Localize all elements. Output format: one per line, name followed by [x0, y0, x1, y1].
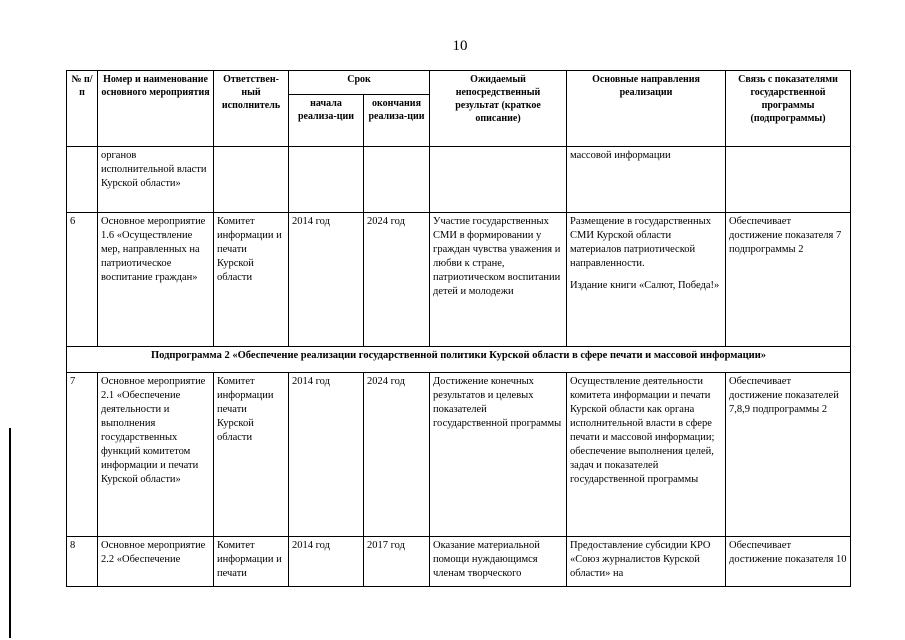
row-result: Достижение конечных результатов и целевых показателей государственной программы [430, 373, 567, 537]
row-start: 2014 год [289, 373, 364, 537]
row-start: 2014 год [289, 213, 364, 347]
row-end: 2017 год [364, 537, 430, 587]
header-end: окончания реализа-ции [364, 95, 430, 147]
row-result: Участие государственных СМИ в формировании у граждан чувства уважения и любви к стране, патриотическом воспитании детей и молодежи [430, 213, 567, 347]
row-start: 2014 год [289, 537, 364, 587]
header-start: начала реализа-ции [289, 95, 364, 147]
table-row [67, 213, 851, 347]
header-executor: Ответствен-ный исполнитель [214, 71, 289, 147]
row-end: 2024 год [364, 213, 430, 347]
row-directions [567, 213, 726, 347]
row-directions-text: Размещение в государственных СМИ Курской области материалов патриотической направленности. [570, 216, 711, 269]
row-name: Основное мероприятие 1.6 «Осуществление мер, направленных на патриотическое воспитание граждан» [98, 213, 214, 347]
row-num: 6 [67, 213, 98, 347]
row-link: Обеспечивает достижение показателя 10 [726, 537, 851, 587]
row-result: Оказание материальной помощи нуждающимся членам творческого [430, 537, 567, 587]
row-num: 7 [67, 373, 98, 537]
row-directions: Осуществление деятельности комитета информации и печати Курской области как органа исполнительной власти в сфере печати и массовой информации; обеспечение выполнения целей, задач и показателей государственной программы [567, 373, 726, 537]
row-name: Основное мероприятие 2.2 «Обеспечение [98, 537, 214, 587]
row-num: 8 [67, 537, 98, 587]
table-row [67, 373, 851, 537]
measures-table [66, 70, 851, 587]
table-row [67, 147, 851, 213]
header-result: Ожидаемый непосредственный результат (краткое описание) [430, 71, 567, 147]
row-executor: Комитет информации и печати [214, 537, 289, 587]
row-link: Обеспечивает достижение показателя 7 подпрограммы 2 [726, 213, 851, 347]
row-executor: Комитет информации и печати Курской области [214, 213, 289, 347]
cont-directions-cell: массовой информации [567, 147, 726, 213]
row-name: Основное мероприятие 2.1 «Обеспечение деятельности и выполнения государственных функций комитетом информации и печати Курской области» [98, 373, 214, 537]
header-num: № п/п [67, 71, 98, 147]
row-directions-text-2: Издание книги «Салют, Победа!» [570, 280, 720, 291]
row-end: 2024 год [364, 373, 430, 537]
row-executor: Комитет информации печати Курской области [214, 373, 289, 537]
page-number: 10 [452, 38, 468, 54]
header-period: Срок [289, 71, 430, 95]
subprogram-title: Подпрограмма 2 «Обеспечение реализации государственной политики Курской области в сфере печати и массовой информации» [67, 347, 851, 373]
header-name: Номер и наименование основного мероприятия [98, 71, 214, 147]
row-link: Обеспечивает достижение показателей 7,8,9 подпрограммы 2 [726, 373, 851, 537]
header-link: Связь с показателями государственной программы (подпрограммы) [726, 71, 851, 147]
cont-name-cell: органов исполнительной власти Курской области» [98, 147, 214, 213]
subprogram-row [67, 347, 851, 373]
header-directions: Основные направления реализации [567, 71, 726, 147]
row-directions: Предоставление субсидии КРО «Союз журналистов Курской области» на [567, 537, 726, 587]
margin-bar [9, 428, 11, 638]
table-row [67, 537, 851, 587]
